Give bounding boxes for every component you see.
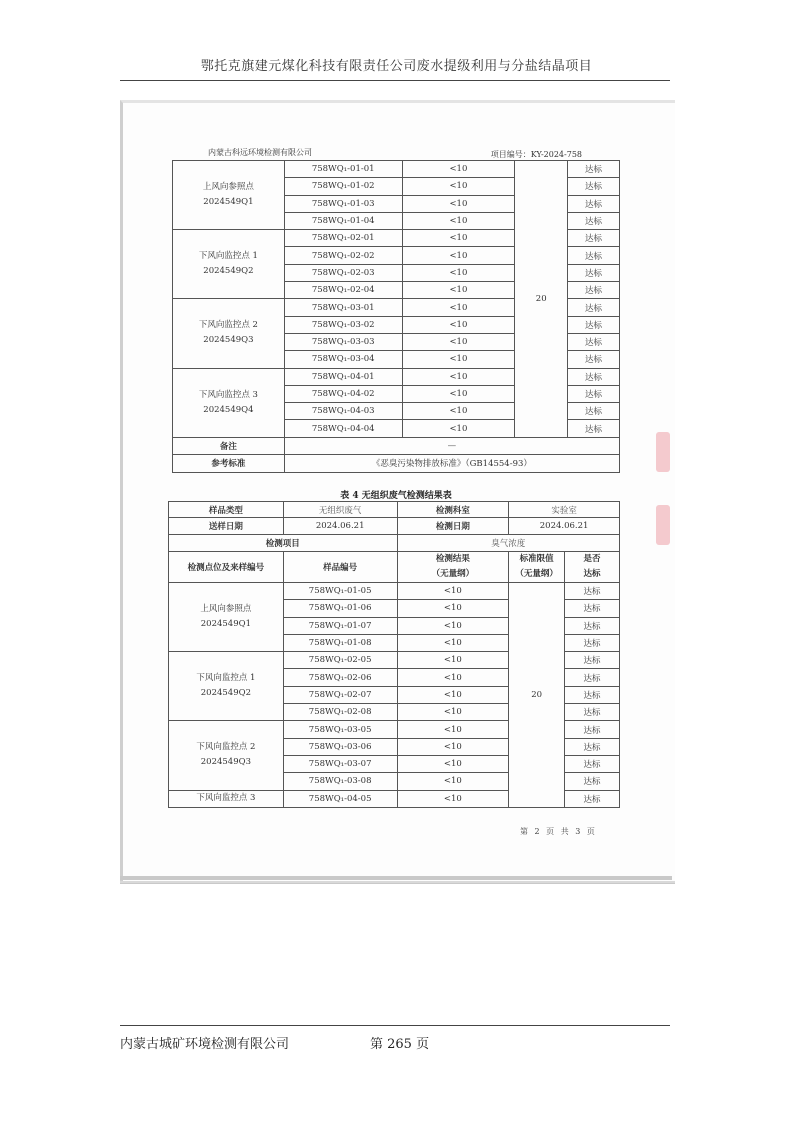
result: <10: [402, 195, 515, 212]
sample-id: 758WQ₁-04-05: [283, 790, 397, 807]
sample-id: 758WQ₁-02-06: [283, 669, 397, 686]
col-header-result: [397, 552, 509, 583]
result: <10: [397, 755, 509, 772]
scan-bottom-edge: [120, 876, 672, 880]
verdict: 达标: [568, 195, 620, 212]
col-header-point: 检测点位及来样编号: [169, 552, 284, 583]
header-rule: [120, 80, 670, 81]
col-header-limit-unit: （无量纲）: [515, 569, 558, 579]
col-header-result-unit: （无量纲）: [431, 569, 475, 579]
verdict: 达标: [565, 686, 620, 703]
stamp-fragment: [656, 505, 670, 545]
verdict: 达标: [565, 704, 620, 721]
item-label: 检测项目: [169, 535, 398, 552]
verdict: 达标: [568, 247, 620, 264]
sample-id: 758WQ₁-03-03: [284, 333, 402, 350]
sample-id: 758WQ₁-03-08: [283, 773, 397, 790]
point-cell: [169, 583, 284, 652]
col-header-limit: [509, 552, 565, 583]
send-date-value: 2024.06.21: [283, 518, 397, 535]
col-header-verdict: [565, 552, 620, 583]
limit-value: 20: [515, 161, 568, 438]
result: <10: [402, 420, 515, 437]
result: <10: [402, 282, 515, 299]
result: <10: [402, 212, 515, 229]
result: <10: [397, 790, 509, 807]
sample-id: 758WQ₁-02-07: [283, 686, 397, 703]
point-name: 上风向参照点: [200, 604, 252, 615]
dept-label: 检测科室: [397, 502, 509, 518]
verdict: 达标: [565, 583, 620, 600]
test-date-value: 2024.06.21: [509, 518, 620, 535]
sample-id: 758WQ₁-01-05: [283, 583, 397, 600]
sample-id: 758WQ₁-01-07: [283, 617, 397, 634]
result: <10: [402, 299, 515, 316]
remark-value: —: [284, 437, 619, 454]
verdict: 达标: [565, 600, 620, 617]
test-date-label: 检测日期: [397, 518, 509, 535]
sample-id: 758WQ₁-02-02: [284, 247, 402, 264]
point-name: 上风向参照点: [202, 182, 254, 193]
result: <10: [402, 333, 515, 350]
verdict: 达标: [565, 617, 620, 634]
verdict: 达标: [568, 403, 620, 420]
item-value: 臭气浓度: [397, 535, 619, 552]
point-name: 下风向监控点 1: [198, 251, 258, 262]
verdict: 达标: [565, 755, 620, 772]
sample-id: 758WQ₁-03-07: [283, 755, 397, 772]
sample-id: 758WQ₁-01-02: [284, 178, 402, 195]
verdict: 达标: [568, 161, 620, 178]
sample-type-value: 无组织废气: [283, 502, 397, 518]
point-name: 下风向监控点 3: [198, 389, 258, 400]
point-cell: [169, 652, 284, 721]
result: <10: [402, 161, 515, 178]
sample-id: 758WQ₁-03-06: [283, 738, 397, 755]
lab-line: [172, 146, 620, 161]
verdict: 达标: [568, 351, 620, 368]
point-code: 2024549Q3: [200, 757, 251, 768]
point-name: 下风向监控点 2: [196, 742, 256, 753]
point-cell: [173, 299, 285, 368]
point-code: 2024549Q4: [203, 404, 254, 415]
verdict: 达标: [565, 669, 620, 686]
point-code: 2024549Q2: [200, 688, 251, 699]
verdict: 达标: [568, 212, 620, 229]
verdict: 达标: [565, 652, 620, 669]
sample-id: 758WQ₁-01-01: [284, 161, 402, 178]
sample-id: 758WQ₁-01-08: [283, 634, 397, 651]
sample-type-label: 样品类型: [169, 502, 284, 518]
verdict: 达标: [568, 316, 620, 333]
verdict: 达标: [565, 721, 620, 738]
verdict: 达标: [568, 264, 620, 281]
point-code: 2024549Q1: [200, 619, 251, 630]
result: <10: [397, 773, 509, 790]
limit-value: 20: [509, 583, 565, 808]
col-header-limit-text: 标准限值: [519, 554, 554, 564]
sample-id: 758WQ₁-04-03: [284, 403, 402, 420]
verdict: 达标: [568, 299, 620, 316]
result: <10: [402, 351, 515, 368]
verdict: 达标: [568, 230, 620, 247]
dept-value: 实验室: [509, 502, 620, 518]
sample-id: 758WQ₁-02-08: [283, 704, 397, 721]
sample-id: 758WQ₁-03-05: [283, 721, 397, 738]
send-date-label: 送样日期: [169, 518, 284, 535]
remark-label: 备注: [173, 437, 285, 454]
project-number: 项目编号：KY-2024-758: [490, 150, 582, 159]
result: <10: [397, 600, 509, 617]
result: <10: [397, 652, 509, 669]
stamp-fragment: [656, 432, 670, 472]
result: <10: [402, 264, 515, 281]
table-row: [173, 161, 620, 178]
standard-row: [173, 454, 620, 472]
point-code: 2024549Q3: [203, 335, 254, 346]
sample-id: 758WQ₁-04-01: [284, 368, 402, 385]
point-code: 2024549Q2: [203, 266, 254, 277]
table4: [168, 501, 620, 808]
standard-label: 参考标准: [173, 454, 285, 472]
point-cell: [173, 161, 285, 230]
point-code: 2024549Q1: [203, 197, 254, 208]
verdict: 达标: [568, 420, 620, 437]
verdict: 达标: [568, 333, 620, 350]
standard-value: 《恶臭污染物排放标准》（GB14554-93）: [284, 454, 619, 472]
point-cell: [169, 790, 284, 807]
col-header-sample: 样品编号: [283, 552, 397, 583]
point-cell: [169, 721, 284, 790]
sample-id: 758WQ₁-04-02: [284, 385, 402, 402]
point-cell: [173, 368, 285, 437]
sample-id: 758WQ₁-01-03: [284, 195, 402, 212]
verdict: 达标: [565, 773, 620, 790]
col-header-result-text: 检测结果: [435, 554, 470, 564]
verdict: 达标: [565, 738, 620, 755]
result: <10: [397, 669, 509, 686]
result: <10: [397, 721, 509, 738]
sample-id: 758WQ₁-03-02: [284, 316, 402, 333]
footer-company: 内蒙古城矿环境检测有限公司: [120, 1037, 290, 1052]
verdict: 达标: [568, 368, 620, 385]
result: <10: [402, 368, 515, 385]
sample-id: 758WQ₁-02-04: [284, 282, 402, 299]
result: <10: [402, 316, 515, 333]
sample-id: 758WQ₁-03-01: [284, 299, 402, 316]
result: <10: [397, 686, 509, 703]
page-count: 第 2 页 共 3 页: [520, 827, 597, 836]
result: <10: [397, 617, 509, 634]
sample-id: 758WQ₁-02-05: [283, 652, 397, 669]
result: <10: [397, 704, 509, 721]
col-header-verdict-2: 达标: [583, 569, 601, 579]
verdict: 达标: [565, 634, 620, 651]
page-header: 鄂托克旗建元煤化科技有限责任公司废水提级利用与分盐结晶项目: [200, 59, 593, 74]
sample-id: 758WQ₁-04-04: [284, 420, 402, 437]
verdict: 达标: [568, 385, 620, 402]
footer-page-number: 第 265 页: [370, 1037, 430, 1052]
result: <10: [402, 178, 515, 195]
result: <10: [397, 738, 509, 755]
verdict: 达标: [565, 790, 620, 807]
sample-id: 758WQ₁-01-06: [283, 600, 397, 617]
result: <10: [397, 634, 509, 651]
table-row: [169, 583, 620, 600]
lab-name: 内蒙古科远环境检测有限公司: [208, 148, 312, 157]
result: <10: [397, 583, 509, 600]
result: <10: [402, 247, 515, 264]
verdict: 达标: [568, 178, 620, 195]
table4-title: 表 4 无组织废气检测结果表: [340, 491, 452, 501]
result: <10: [402, 385, 515, 402]
sample-id: 758WQ₁-02-03: [284, 264, 402, 281]
sample-id: 758WQ₁-03-04: [284, 351, 402, 368]
point-name: 下风向监控点 3: [196, 793, 256, 804]
sample-id: 758WQ₁-01-04: [284, 212, 402, 229]
point-cell: [173, 230, 285, 299]
results-table-continued: [172, 160, 620, 473]
point-name: 下风向监控点 2: [198, 320, 258, 331]
point-name: 下风向监控点 1: [196, 673, 256, 684]
footer-rule: [120, 1025, 670, 1026]
sample-id: 758WQ₁-02-01: [284, 230, 402, 247]
verdict: 达标: [568, 282, 620, 299]
result: <10: [402, 230, 515, 247]
remark-row: [173, 437, 620, 454]
col-header-verdict-1: 是否: [583, 554, 601, 564]
result: <10: [402, 403, 515, 420]
